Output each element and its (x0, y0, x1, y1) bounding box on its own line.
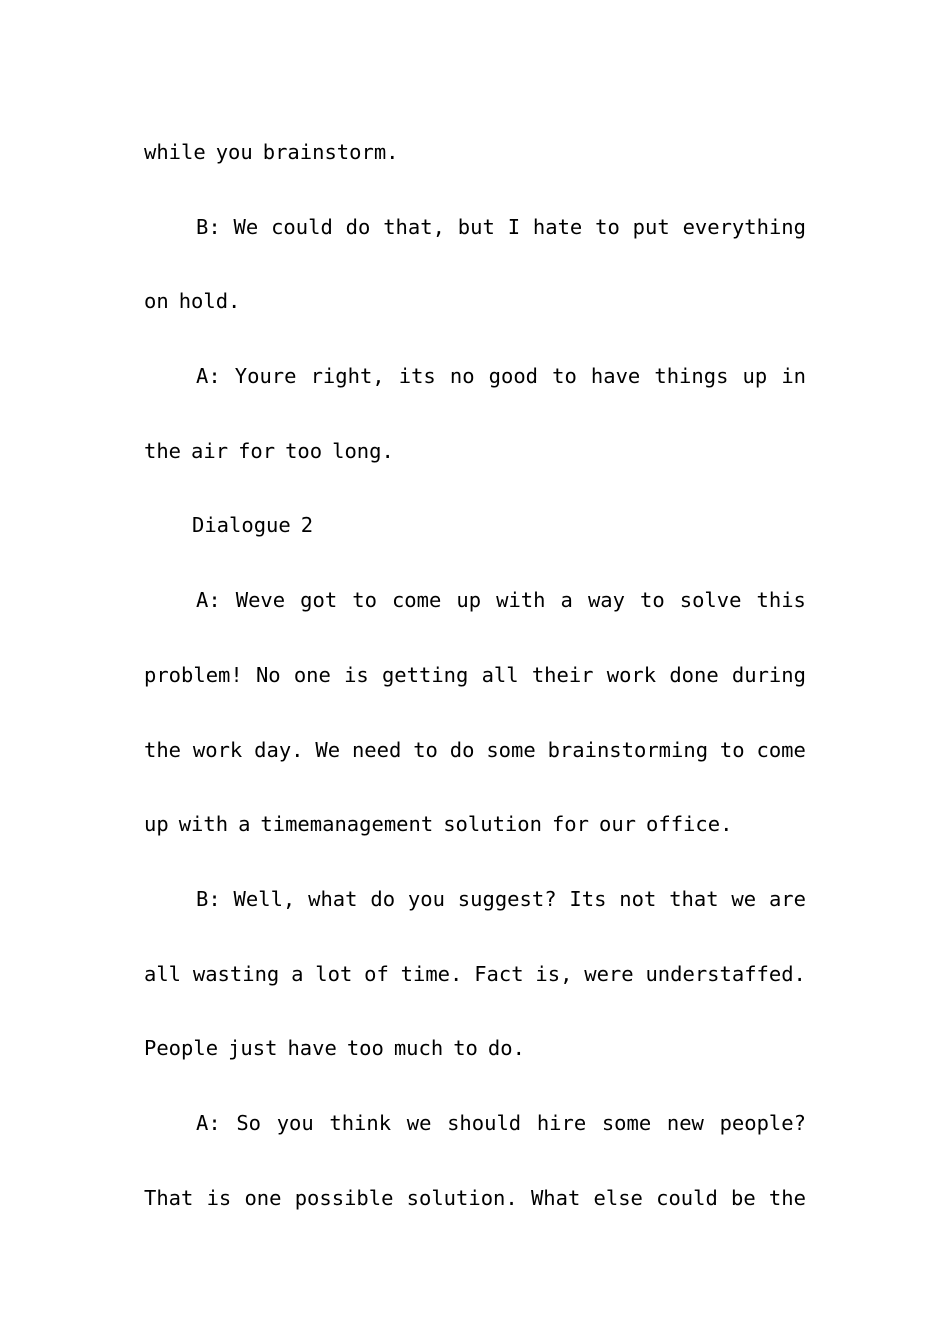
word: So (236, 1110, 262, 1135)
word: is (344, 662, 369, 687)
word: a (238, 812, 251, 837)
text-line (144, 581, 806, 656)
word: one (293, 662, 331, 687)
word: for (238, 438, 276, 463)
section-heading (144, 506, 806, 581)
word: suggest? (457, 886, 557, 911)
word: solution. (406, 1185, 518, 1210)
word: with (496, 588, 546, 613)
word: hate (532, 214, 583, 239)
word: during (731, 662, 806, 687)
word: long. (332, 438, 394, 463)
text-line (144, 656, 806, 731)
word: hire (536, 1110, 587, 1135)
text-line (144, 1104, 806, 1179)
word: but (457, 214, 495, 239)
word: that (669, 886, 719, 911)
word: a (291, 961, 304, 986)
word: air (191, 438, 229, 463)
word: to (552, 364, 577, 389)
text-line (144, 133, 806, 208)
word: our (598, 812, 637, 837)
word: work (606, 662, 657, 687)
word: right, (310, 364, 385, 389)
word: could (271, 214, 333, 239)
word: this (756, 588, 806, 613)
word: come (391, 588, 442, 613)
word: too (346, 1036, 384, 1061)
word: solve (679, 588, 742, 613)
word: brainstorming (547, 737, 709, 762)
text-line (144, 357, 806, 432)
word: We (315, 737, 341, 762)
word: of (364, 961, 389, 986)
word: to (352, 588, 377, 613)
word: the (144, 438, 182, 463)
word: do (345, 214, 371, 239)
word: too (285, 438, 323, 463)
text-line (144, 955, 806, 1030)
word: their (531, 662, 594, 687)
text-line (144, 731, 806, 806)
word: up (742, 364, 768, 389)
word: a (560, 588, 573, 613)
word: the (768, 1185, 806, 1210)
word: to (640, 588, 665, 613)
word: brainstorm. (262, 140, 399, 164)
word: new (666, 1110, 704, 1135)
word: No (255, 662, 281, 687)
word: just (228, 1036, 278, 1061)
word: is, (535, 961, 573, 986)
text-line (144, 432, 806, 507)
text-line (144, 208, 806, 283)
word: what (308, 886, 358, 911)
word: got (300, 588, 338, 613)
word: A: (196, 364, 221, 389)
word: some (601, 1110, 652, 1135)
word: all (481, 662, 519, 687)
word: things (654, 364, 729, 389)
word: A: (196, 1110, 221, 1135)
word: lot (315, 961, 353, 986)
word: have (590, 364, 641, 389)
word: come (756, 737, 806, 762)
text-line (144, 805, 806, 880)
word: Youre (234, 364, 297, 389)
word: else (593, 1185, 643, 1210)
word: B: (196, 214, 221, 239)
word: for (551, 812, 589, 837)
word: solution (443, 812, 542, 837)
word: be (731, 1185, 756, 1210)
word: while (144, 140, 206, 164)
word: to (595, 214, 620, 239)
word: B: (196, 886, 221, 911)
word: to (719, 737, 745, 762)
word: timemanagement (260, 812, 434, 837)
word: is (206, 1185, 232, 1210)
word: the (144, 737, 182, 762)
word: Fact (474, 961, 524, 986)
word: we (731, 886, 757, 911)
word: think (329, 1110, 392, 1135)
word: done (669, 662, 719, 687)
word: on (144, 289, 169, 314)
word: way (587, 588, 625, 613)
word: Dialogue (192, 513, 291, 538)
word: in (781, 364, 806, 389)
word: do (449, 737, 475, 762)
text-line (144, 880, 806, 955)
word: have (287, 1036, 337, 1061)
word: its (398, 364, 436, 389)
word: wasting (192, 961, 280, 986)
word: I (507, 214, 521, 239)
word: A: (196, 588, 221, 613)
word: put (632, 214, 670, 239)
word: everything (682, 214, 806, 239)
word: all (144, 961, 182, 986)
word: we (406, 1110, 432, 1135)
word: some (486, 737, 536, 762)
word: should (447, 1110, 522, 1135)
word: not (619, 886, 657, 911)
word: getting (381, 662, 469, 687)
word: you (407, 886, 445, 911)
word: do (370, 886, 396, 911)
word: People (144, 1036, 219, 1061)
word: that, (383, 214, 445, 239)
word: Its (569, 886, 607, 911)
word: That (144, 1185, 194, 1210)
word: day. (254, 737, 304, 762)
word: understaffed. (645, 961, 806, 986)
word: office. (646, 812, 733, 837)
word: to (453, 1036, 478, 1061)
word: hold. (178, 289, 241, 314)
word: 2 (300, 513, 314, 538)
word: up (144, 812, 169, 837)
word: one (244, 1185, 282, 1210)
word: We (233, 214, 259, 239)
text-line (144, 1029, 806, 1104)
word: possible (294, 1185, 394, 1210)
word: people? (719, 1110, 806, 1135)
word: you (276, 1110, 314, 1135)
word: do. (487, 1036, 525, 1061)
word: you (215, 140, 253, 164)
word: to (413, 737, 438, 762)
word: were (584, 961, 634, 986)
word: with (178, 812, 229, 837)
word: are (768, 886, 806, 911)
word: time. (400, 961, 463, 986)
text-line (144, 282, 806, 357)
word: problem! (144, 662, 243, 687)
word: up (456, 588, 482, 613)
word: What (530, 1185, 581, 1210)
word: need (351, 737, 402, 762)
word: work (192, 737, 243, 762)
word: Weve (235, 588, 286, 613)
word: Well, (233, 886, 296, 911)
word: good (488, 364, 539, 389)
word: much (393, 1036, 444, 1061)
text-line (144, 1179, 806, 1254)
word: no (449, 364, 475, 389)
dialogue-text (144, 133, 806, 1253)
word: could (656, 1185, 718, 1210)
